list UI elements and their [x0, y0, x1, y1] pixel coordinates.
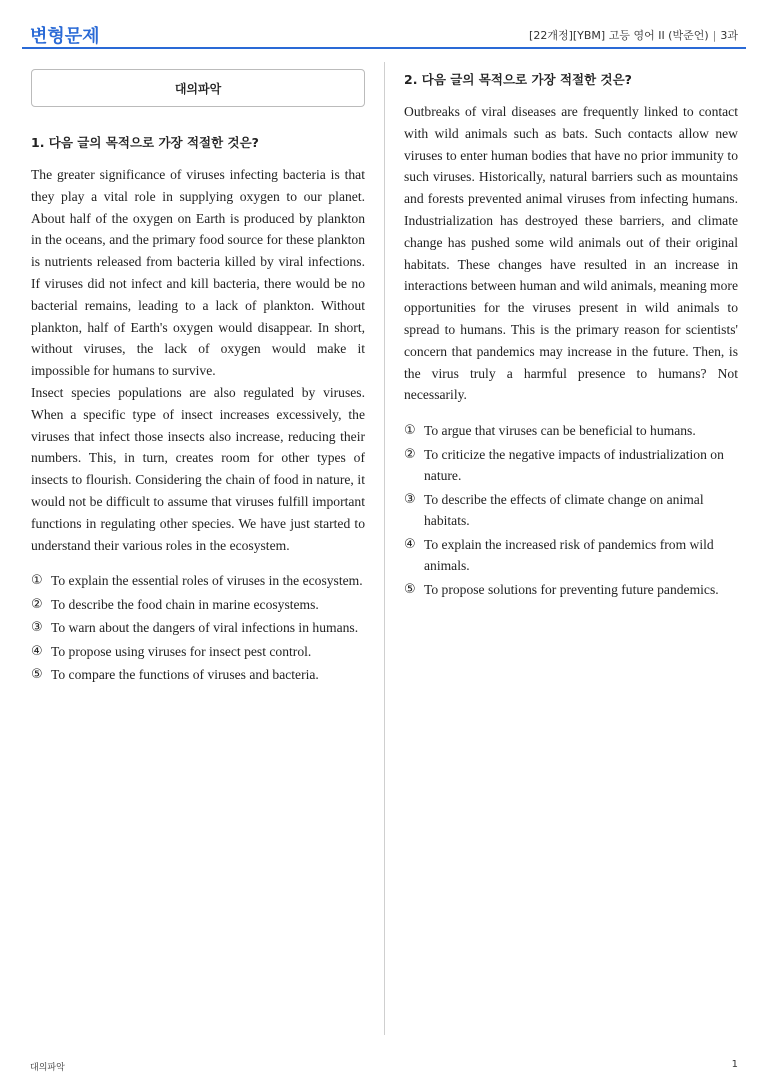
option-number: ②	[404, 446, 416, 462]
course-label: [22개정][YBM] 고등 영어 II (박준언)	[529, 29, 709, 42]
column-divider	[384, 62, 385, 1035]
option-text: To describe the food chain in marine ecosystems.	[51, 596, 319, 612]
answer-option	[31, 664, 365, 686]
header-info	[529, 27, 738, 43]
answer-option	[404, 489, 738, 532]
question-1-options	[31, 570, 365, 686]
option-text: To describe the effects of climate change on animal habitats.	[424, 491, 704, 529]
answer-option	[404, 420, 738, 442]
footer-section-label: 대의파악	[30, 1063, 65, 1073]
option-text: To propose solutions for preventing future pandemics.	[424, 581, 719, 597]
answer-option	[404, 444, 738, 487]
header-rule	[22, 47, 746, 49]
question-2-options	[404, 420, 738, 600]
option-text: To explain the increased risk of pandemics from wild animals.	[424, 536, 714, 574]
lesson-label: 3과	[720, 29, 738, 42]
option-number: ①	[404, 423, 416, 439]
section-label-box: 대의파악	[31, 69, 365, 107]
page-title: 변형문제	[30, 26, 100, 47]
option-number: ②	[31, 596, 43, 612]
option-text: To explain the essential roles of viruses in the ecosystem.	[51, 573, 363, 589]
option-number: ⑤	[404, 581, 416, 597]
option-number: ④	[404, 536, 416, 552]
right-column	[404, 62, 738, 602]
answer-option	[404, 534, 738, 577]
answer-option	[31, 594, 365, 616]
passage-paragraph: Insect species populations are also regulated by viruses. When a specific type of insect increases excessively, the viruses that infect those insects also increase, reducing their numbers. This, in turn, creates room for other types of insects to flourish. Considering the chain of food in nature, it would not be difficult to assume that viruses fulfill important functions in regulating other species. We have just started to understand their various roles in the ecosystem.	[31, 384, 365, 553]
question-1-passage	[31, 164, 365, 556]
passage-paragraph: The greater significance of viruses infecting bacteria is that they play a vital role in supplying oxygen to our planet. About half of the oxygen on Earth is produced by plankton in the oceans, and the primary food source for these plankton is nutrients released from bacteria killed by viral infections. If viruses did not infect and kill bacteria, there would be no bacterial remains, leading to a lack of plankton. Without plankton, half of Earth's oxygen would disappear. In short, without viruses, the lack of oxygen would make it impossible for humans to survive.	[31, 167, 365, 379]
answer-option	[31, 641, 365, 663]
option-number: ③	[31, 620, 43, 636]
option-text: To propose using viruses for insect pest control.	[51, 643, 312, 659]
option-text: To argue that viruses can be beneficial to humans.	[424, 423, 696, 439]
option-number: ⑤	[31, 667, 43, 683]
option-text: To criticize the negative impacts of industrialization on nature.	[424, 446, 724, 484]
header-separator: |	[712, 29, 717, 42]
answer-option	[31, 570, 365, 592]
option-number: ①	[31, 573, 43, 589]
option-text: To warn about the dangers of viral infections in humans.	[51, 620, 359, 636]
option-text: To compare the functions of viruses and bacteria.	[51, 667, 319, 683]
question-2-passage	[404, 101, 738, 406]
passage-paragraph: Outbreaks of viral diseases are frequently linked to contact with wild animals such as bats. Such contacts allow new viruses to enter human bodies that have no prior immunity to such viruses. Historically, natural barriers such as mountains and forests prevented animal viruses from infecting humans. Industrialization has destroyed these barriers, and climate change has pushed some wild animals out of their original habitats. These changes have resulted in an increase in interactions between human and wild animals, meaning more opportunities for the viruses present in wild animals to spread to humans. This is the primary reason for scientists' concern that pandemics may increase in the future. Then, is the virus truly a harmful presence to humans? Not necessarily.	[404, 104, 738, 403]
option-number: ④	[31, 643, 43, 659]
page-number: 1	[731, 1059, 738, 1070]
answer-option	[404, 579, 738, 601]
left-column	[31, 62, 365, 688]
answer-option	[31, 617, 365, 639]
question-1-heading: 1. 다음 글의 목적으로 가장 적절한 것은?	[31, 135, 259, 150]
option-number: ③	[404, 491, 416, 507]
question-2-heading: 2. 다음 글의 목적으로 가장 적절한 것은?	[404, 72, 632, 87]
